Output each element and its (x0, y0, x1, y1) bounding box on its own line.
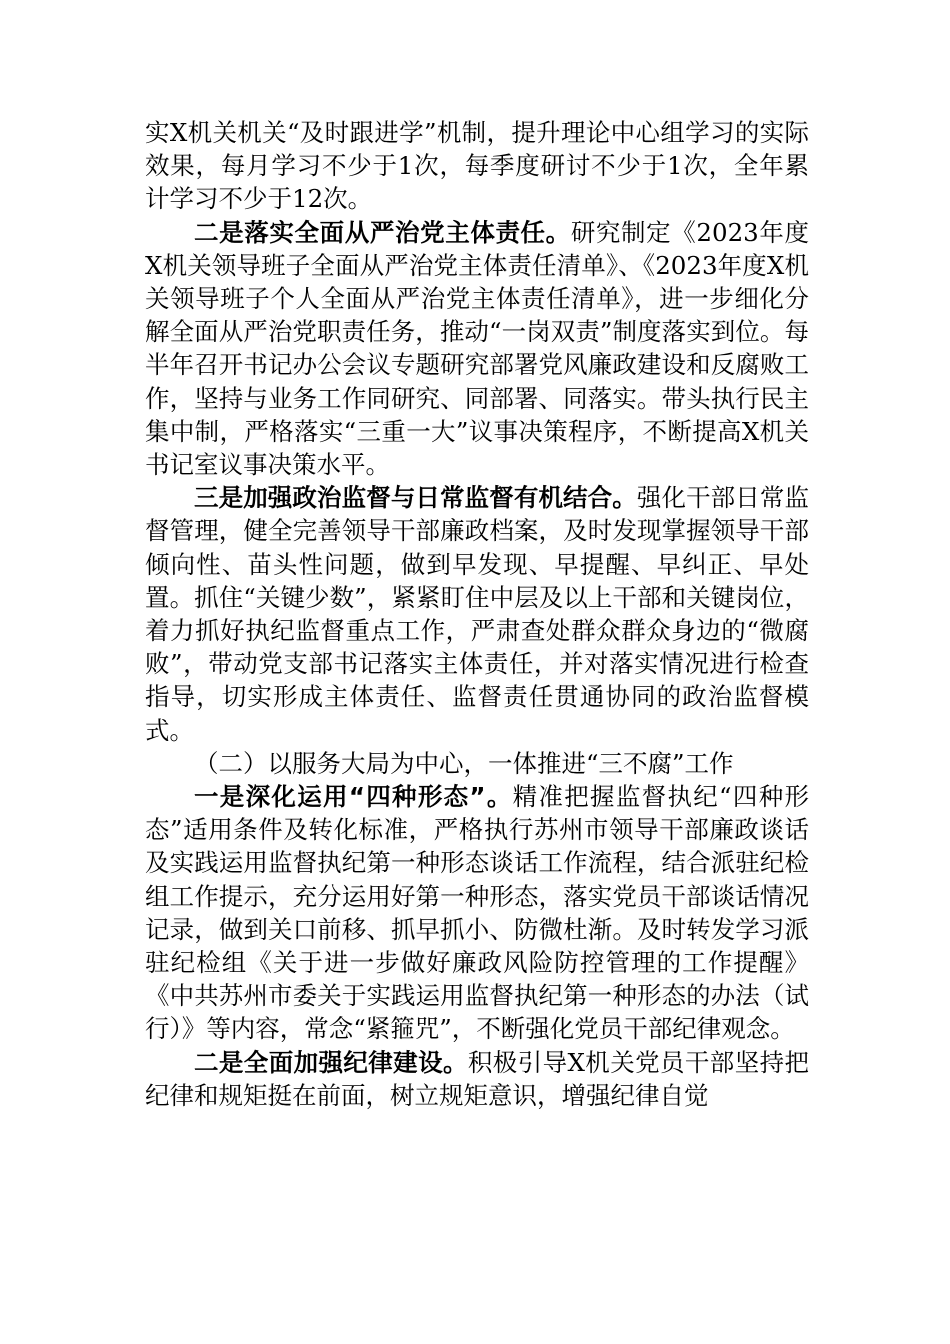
paragraph-text: 精准把握监督执纪“四种形态”适用条件及转化标准，严格执行苏州市领导干部廉政谈话及实践运用监督执纪第一种形态谈话工作流程，结合派驻纪检组工作提示，充分运用好第一种形态，落实党员干部谈话情况记录，做到关口前移、抓早抓小、防微杜渐。及时转发学习派驻纪检组《关于进一步做好廉政风险防控管理的工作提醒》《中共苏州市委关于实践运用监督执纪第一种形态的办法（试行）》等内容，常念“紧箍咒”，不断强化党员干部纪律观念。 (145, 782, 809, 1044)
paragraph-text: 积极引导X机关党员干部坚持把纪律和规矩挺在前面，树立规矩意识，增强纪律自觉 (145, 1047, 809, 1110)
paragraph-party-responsibility (145, 216, 809, 482)
paragraph-text: 实X机关机关“及时跟进学”机制，提升理论中心组学习的实际效果，每月学习不少于1次，每季度研讨不少于1次，全年累计学习不少于12次。 (145, 118, 809, 214)
paragraph-text: 研究制定《2023年度X机关领导班子全面从严治党主体责任清单》、《2023年度X机关领导班子个人全面从严治党主体责任清单》，进一步细化分解全面从严治党职责任务，推动“一岗双责”制度落实到位。每半年召开书记办公会议专题研究部署党风廉政建设和反腐败工作，坚持与业务工作同研究、同部署、同落实。带头执行民主集中制，严格落实“三重一大”议事决策程序，不断提高X机关书记室议事决策水平。 (145, 217, 810, 480)
paragraph-lead: 三是加强政治监督与日常监督有机结合。 (194, 483, 637, 513)
paragraph-political-supervision (145, 481, 809, 747)
paragraph-lead: 一是深化运用“四种形态”。 (194, 782, 513, 812)
paragraph-discipline-building (145, 1046, 809, 1112)
document-page (145, 116, 809, 1112)
paragraph-four-forms (145, 780, 809, 1046)
paragraph-lead: 二是落实全面从严治党主体责任。 (194, 217, 571, 247)
paragraph-text: 强化干部日常监督管理，健全完善领导干部廉政档案，及时发现掌握领导干部倾向性、苗头性问题，做到早发现、早提醒、早纠正、早处置。抓住“关键少数”，紧紧盯住中层及以上干部和关键岗位，着力抓好执纪监督重点工作，严肃查处群众群众身边的“微腐败”，带动党支部书记落实主体责任，并对落实情况进行检查指导，切实形成主体责任、监督责任贯通协同的政治监督模式。 (145, 483, 809, 745)
paragraph-lead: 二是全面加强纪律建设。 (194, 1047, 468, 1077)
section-heading: （二）以服务大局为中心，一体推进“三不腐”工作 (194, 748, 734, 778)
paragraph-continuation (145, 116, 809, 216)
